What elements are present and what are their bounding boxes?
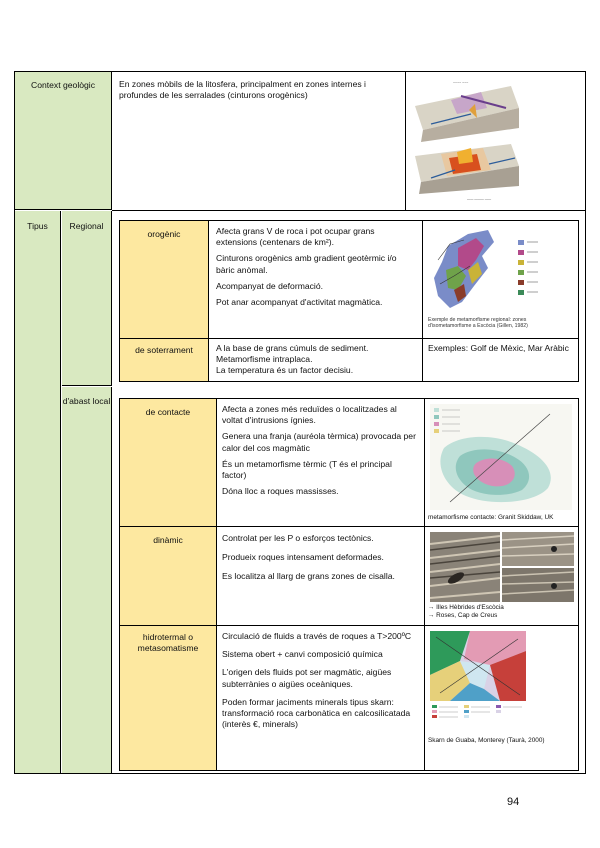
orogenic-divider (422, 221, 423, 382)
mylonite-photos (430, 532, 574, 602)
orogenic-line: Pot anar acompanyat d'activitat magmàtica. (216, 297, 383, 308)
hidrotermal-line: L'origen dels fluids pot ser magmàtic, aigües subterrànies o aigües oceàniques. (222, 667, 392, 689)
context-label-cell (15, 72, 112, 210)
contact-metamorphism-map (430, 404, 572, 510)
soterrament-examples: Exemples: Golf de Mèxic, Mar Aràbic (428, 343, 569, 353)
orogenic-line: Cinturons orogènics amb gradient geotèrmic i/o bàric anòmal. (216, 253, 397, 275)
dinamic-caption-1: → Illes Hèbrides d'Escòcia (428, 604, 504, 611)
tipus-top-rule (112, 210, 585, 211)
skarn-geologic-map (430, 631, 526, 723)
hidrotermal-label: hidrotermal o metasomatisme (137, 632, 199, 653)
context-divider (405, 72, 406, 210)
dinamic-text (222, 533, 418, 588)
svg-text:—— ——— ——: —— ——— —— (467, 197, 492, 201)
soterrament-line: A la base de grans cúmuls de sediment. (216, 343, 369, 353)
soterrament-label: de soterrament (135, 345, 193, 355)
tipus-label-cell (15, 211, 61, 773)
contacte-text (222, 404, 418, 502)
dinamic-caption-2: → Roses, Cap de Creus (428, 612, 498, 619)
orogenic-text (216, 226, 416, 313)
orogenic-line: Acompanyat de deformació. (216, 280, 324, 291)
contacte-line: Genera una franja (auréola tèrmica) provocada per calor del cos magmàtic (222, 431, 416, 453)
soterrament-line: La temperatura és un factor decisiu. (216, 365, 354, 375)
orogenic-belt-diagram (411, 78, 521, 206)
contacte-label: de contacte (145, 407, 191, 417)
dinamic-line: Es localitza al llarg de grans zones de cisalla. (222, 571, 395, 582)
regional-map-caption: Exemple de metamorfisme regional: zones d'isometamorfisme a Escòcia (Gillen, 1982) (428, 317, 528, 329)
orogenic-line: Afecta grans V de roca i pot ocupar grans extensions (centenars de km²). (216, 226, 375, 248)
hidrotermal-text (222, 631, 418, 735)
tipus-label: Tipus (27, 221, 48, 231)
contacte-line: Dóna lloc a roques massisses. (222, 486, 339, 497)
contacte-divider (424, 399, 425, 771)
soterrament-line: Metamorfisme intraplaca. (216, 354, 313, 364)
contacte-line: És un metamorfisme tèrmic (T és el principal factor) (222, 458, 392, 481)
hidrotermal-line: Sistema obert + canvi composició química (222, 649, 383, 660)
soterrament-text (216, 343, 416, 376)
dinamic-line: Produeix roques intensament deformades. (222, 552, 384, 563)
dinamic-label: dinàmic (153, 535, 183, 545)
orogenic-label: orogènic (147, 229, 181, 239)
context-label: Context geològic (30, 80, 96, 90)
local-label: d'abast local (62, 396, 111, 406)
hidrotermal-label-cell (120, 626, 217, 770)
contacte-caption: metamorfisme contacte: Granit Skiddaw, UK (428, 514, 554, 521)
contacte-line: Afecta a zones més reduïdes o localitzades al voltat d'intrusions ígnies. (222, 404, 397, 426)
page-number: 94 (507, 796, 520, 808)
context-text: En zones mòbils de la litosfera, principalment en zones internes i profundes de les serralades (cinturons orogènics) (119, 79, 366, 101)
hidrotermal-line: Circulació de fluids a través de roques a T>200ºC (222, 631, 412, 641)
dinamic-line: Controlat per les P o esforços tectònics. (222, 533, 374, 543)
regional-label-cell (62, 211, 112, 386)
orogenic-label-cell (120, 221, 209, 338)
soterrament-label-cell (120, 339, 209, 381)
dinamic-label-cell (120, 527, 217, 625)
svg-text:~~~~ ~~~: ~~~~ ~~~ (453, 81, 469, 85)
regional-label: Regional (69, 221, 104, 231)
local-label-cell (62, 387, 112, 773)
regional-metamorphism-map (428, 226, 544, 314)
hidrotermal-line: Poden formar jaciments minerals tipus skarn: transformació roca carbonàtica en calcosilicatada (interès €, minerals) (222, 696, 411, 730)
contacte-label-cell (120, 399, 217, 526)
hidrotermal-caption: Skarn de Guaba, Monterey (Taurà, 2000) (428, 737, 545, 744)
